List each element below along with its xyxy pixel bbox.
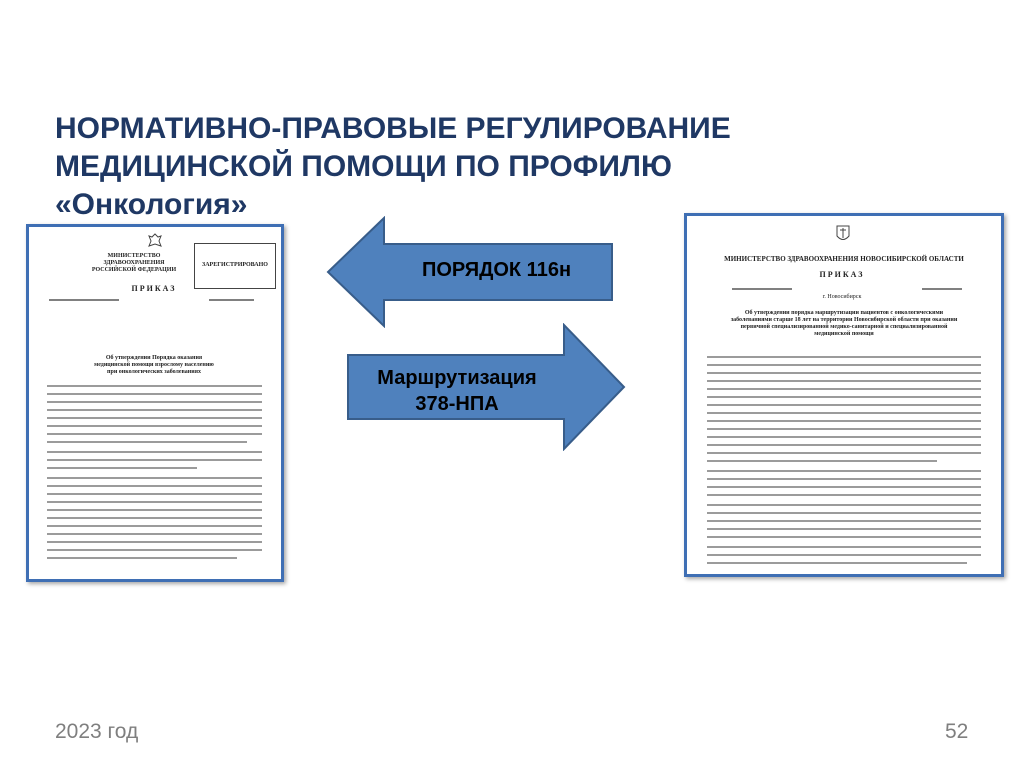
doc-right-ministry: МИНИСТЕРСТВО ЗДРАВООХРАНЕНИЯ НОВОСИБИРСКОЙ ОБЛАСТИ [724,255,964,263]
doc-right-body-line [707,554,981,556]
doc-right-body-line [707,520,981,522]
doc-left-body-line [47,477,262,479]
doc-left-body-line [47,541,262,543]
doc-left-body-line [47,525,262,527]
doc-left-body-line [47,501,262,503]
title-line-3: «Онкология» [55,188,248,221]
registration-stamp [194,243,276,289]
doc-right-body-line [707,404,981,406]
doc-left-body-line [47,517,262,519]
doc-right-body-line [707,428,981,430]
emblem-icon [147,233,163,249]
doc-right-body-line [707,528,981,530]
doc-right-body-line [707,470,981,472]
footer-year: 2023 год [55,720,139,743]
doc-right-body-line [707,412,981,414]
doc-left-body-line [47,433,262,435]
doc-left-body-line [47,459,262,461]
arrow-left-label: ПОРЯДОК 116н [421,259,572,281]
doc-right-body-line [707,356,981,358]
handwritten-date [49,299,119,301]
doc-right-number-line [922,288,962,290]
doc-left-body-line [47,393,262,395]
doc-right-body-line [707,388,981,390]
doc-right-body-line [707,504,981,506]
doc-right-body-line [707,372,981,374]
doc-right-date-line [732,288,792,290]
doc-left-body-line [47,485,262,487]
doc-left-body-line [47,451,262,453]
doc-left-ministry: МИНИСТЕРСТВО ЗДРАВООХРАНЕНИЯ РОССИЙСКОЙ ФЕДЕРАЦИИ [91,253,177,273]
arrow-right-label-line-2: 378-НПА [415,393,499,415]
doc-right-body-line [707,562,967,564]
doc-right-body-line [707,494,981,496]
doc-right-body-line [707,396,981,398]
doc-left-body-line [47,425,262,427]
doc-left-body-line [47,417,262,419]
doc-left-subject: Об утверждении Порядка оказания медицинской помощи взрослому населению при онкологических заболеваниях [94,355,214,375]
doc-right-body-line [707,536,981,538]
doc-left-body-line [47,409,262,411]
doc-right-body-line [707,460,937,462]
slide-title [55,110,755,224]
doc-right-body-line [707,512,981,514]
doc-left-body-line [47,549,262,551]
doc-left-body-line [47,467,197,469]
order-116n-document [26,224,284,582]
doc-right-body-line [707,364,981,366]
order-378-npa-document [684,213,1004,577]
doc-right-city: г. Новосибирск [822,294,862,300]
doc-left-body-line [47,557,237,559]
doc-left-body-line [47,401,262,403]
doc-right-body-line [707,478,981,480]
doc-right-body-line [707,420,981,422]
doc-right-body-line [707,452,981,454]
doc-right-body-line [707,380,981,382]
title-line-1: НОРМАТИВНО-ПРАВОВЫЕ РЕГУЛИРОВАНИЕ [55,112,731,145]
doc-right-body-line [707,436,981,438]
arrow-right-label [352,365,562,417]
doc-right-body-line [707,444,981,446]
doc-left-order-word: ПРИКАЗ [131,284,177,293]
doc-right-body-line [707,486,981,488]
title-line-2: МЕДИЦИНСКОЙ ПОМОЩИ ПО ПРОФИЛЮ [55,150,672,183]
doc-left-body-line [47,533,262,535]
arrow-right-label-line-1: Маршрутизация [377,367,537,389]
regional-coat-of-arms-icon [835,224,851,244]
doc-left-body-line [47,493,262,495]
doc-right-order-word: ПРИКАЗ [819,270,865,279]
doc-right-subject: Об утверждении порядка маршрутизации пациентов с онкологическими заболеваниями старше 18 лет на территории Новосибирской области при оказании первичной специализированной медико-санитарной и специализированной медицинской помощи [730,310,958,337]
doc-left-body-line [47,509,262,511]
handwritten-number [209,299,254,301]
stamp-label: ЗАРЕГИСТРИРОВАНО [202,262,268,268]
page-number: 52 [945,720,969,743]
doc-right-body-line [707,546,981,548]
doc-left-body-line [47,441,247,443]
doc-left-body-line [47,385,262,387]
